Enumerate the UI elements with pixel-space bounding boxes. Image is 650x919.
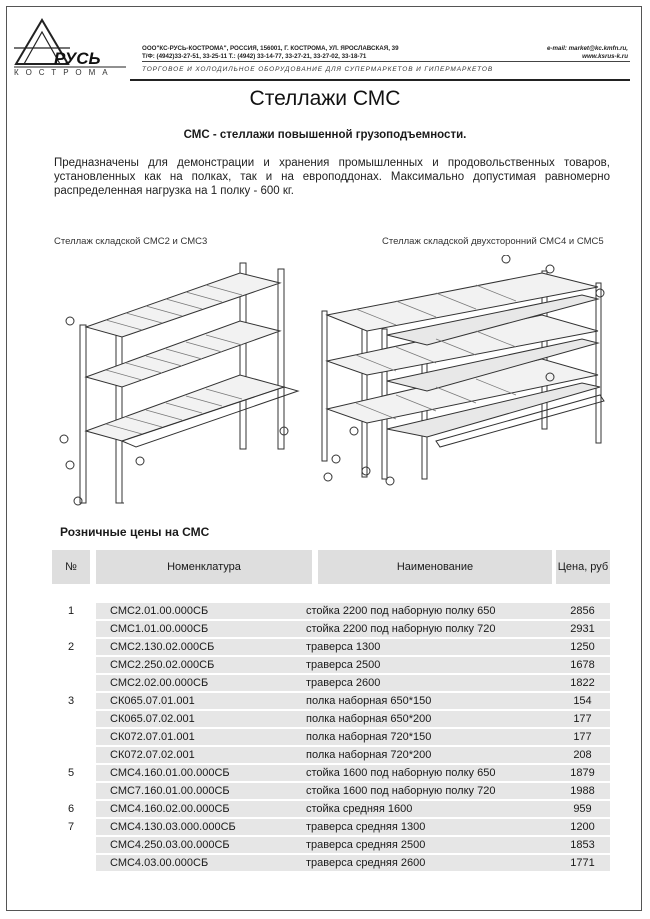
company-phones: Т/Ф: (4942)33-27-51, 33-25-11 Т.: (4942) 33-14-77, 33-27-21, 33-27-02, 33-18-71 (142, 53, 367, 60)
row-price: 1988 (555, 783, 610, 799)
svg-text:РУСЬ: РУСЬ (54, 49, 101, 68)
row-price: 1853 (555, 837, 610, 853)
row-num (52, 621, 90, 637)
row-name: траверса 2500 (298, 657, 560, 673)
price-table-body (52, 602, 610, 872)
row-num (52, 783, 90, 799)
row-name: полка наборная 720*150 (298, 729, 560, 745)
table-row (52, 836, 610, 854)
row-name: траверса 1300 (298, 639, 560, 655)
row-price: 1250 (555, 639, 610, 655)
row-name: траверса средняя 2500 (298, 837, 560, 853)
company-tagline: ТОРГОВОЕ И ХОЛОДИЛЬНОЕ ОБОРУДОВАНИЕ ДЛЯ СУПЕРМАРКЕТОВ И ГИПЕРМАРКЕТОВ (142, 66, 494, 73)
row-name: полка наборная 650*150 (298, 693, 560, 709)
logo-subtitle: КОСТРОМА (14, 68, 115, 77)
row-price: 177 (555, 729, 610, 745)
row-name: траверса средняя 2600 (298, 855, 560, 871)
table-row (52, 746, 610, 764)
row-name: стойка 2200 под наборную полку 650 (298, 603, 560, 619)
row-num: 7 (67, 821, 75, 833)
table-row (52, 764, 610, 782)
header-price: Цена, руб (556, 550, 610, 584)
row-num (52, 657, 90, 673)
row-code: СМС4.250.03.00.000СБ (96, 837, 312, 853)
row-price: 959 (555, 801, 610, 817)
row-code: СМС4.03.00.000СБ (96, 855, 312, 871)
row-price: 1771 (555, 855, 610, 871)
table-row (52, 692, 610, 710)
header-name: Наименование (318, 550, 552, 584)
table-row (52, 710, 610, 728)
row-code: СМС4.160.02.00.000СБ (96, 801, 312, 817)
table-row (52, 782, 610, 800)
row-name: траверса 2600 (298, 675, 560, 691)
row-num (52, 675, 90, 691)
row-num (52, 729, 90, 745)
table-row (52, 602, 610, 620)
table-row (52, 620, 610, 638)
row-price: 154 (555, 693, 610, 709)
price-table-header (52, 550, 610, 584)
row-code: СК065.07.01.001 (96, 693, 312, 709)
rack-drawing-double-sided (316, 255, 612, 487)
row-code: СК065.07.02.001 (96, 711, 312, 727)
page-subtitle: СМС - стеллажи повышенной грузоподъемности. (183, 129, 467, 141)
prices-section-title: Розничные цены на СМС (60, 525, 210, 539)
header-num: № (52, 550, 90, 584)
row-num (52, 837, 90, 853)
row-name: стойка 1600 под наборную полку 720 (298, 783, 560, 799)
table-row (52, 674, 610, 692)
table-row (52, 818, 610, 836)
row-code: СМС4.130.03.000.000СБ (96, 819, 312, 835)
row-price: 2856 (555, 603, 610, 619)
row-price: 1678 (555, 657, 610, 673)
product-description: Предназначены для демонстрации и хранения промышленных и продовольственных товаров, установленных как на полках, так и на европоддонах. Максимально допустимая равномерно распределенная нагрузка на 1 полку - 600 кг. (54, 157, 610, 197)
row-code: СМС4.160.01.00.000СБ (96, 765, 312, 781)
row-name: стойка 2200 под наборную полку 720 (298, 621, 560, 637)
row-code: СМС2.02.00.000СБ (96, 675, 312, 691)
row-name: полка наборная 720*200 (298, 747, 560, 763)
row-price: 208 (555, 747, 610, 763)
drawing-caption-right: Стеллаж складской двухсторонний СМС4 и СМС5 (382, 236, 604, 247)
row-price: 177 (555, 711, 610, 727)
table-row (52, 656, 610, 674)
table-row (52, 728, 610, 746)
page-title: Стеллажи СМС (249, 87, 401, 110)
row-name: стойка средняя 1600 (298, 801, 560, 817)
header-divider (142, 61, 630, 62)
row-num (52, 711, 90, 727)
row-price: 1879 (555, 765, 610, 781)
company-email[interactable]: e-mail: market@kc.kmfn.ru, (547, 45, 628, 52)
row-price: 2931 (555, 621, 610, 637)
header-bottom-rule (130, 79, 630, 81)
price-table (52, 550, 610, 869)
row-code: СМС2.130.02.000СБ (96, 639, 312, 655)
rack-drawing-single-sided (52, 255, 304, 513)
row-code: СМС7.160.01.00.000СБ (96, 783, 312, 799)
company-address: ООО"КС-РУСЬ-КОСТРОМА", РОССИЯ, 156001, Г. КОСТРОМА, УЛ. ЯРОСЛАВСКАЯ, 39 (142, 45, 399, 52)
row-num (52, 747, 90, 763)
row-name: траверса средняя 1300 (298, 819, 560, 835)
row-num: 6 (67, 803, 75, 815)
header-code: Номенклатура (96, 550, 312, 584)
table-row (52, 854, 610, 872)
company-website[interactable]: www.ksrus-k.ru (582, 53, 628, 60)
row-code: СК072.07.02.001 (96, 747, 312, 763)
row-name: полка наборная 650*200 (298, 711, 560, 727)
row-num: 1 (67, 605, 75, 617)
row-code: СМС2.250.02.000СБ (96, 657, 312, 673)
row-name: стойка 1600 под наборную полку 650 (298, 765, 560, 781)
row-price: 1200 (555, 819, 610, 835)
row-code: СМС1.01.00.000СБ (96, 621, 312, 637)
row-num: 2 (67, 641, 75, 653)
row-num: 5 (67, 767, 75, 779)
table-row (52, 800, 610, 818)
row-price: 1822 (555, 675, 610, 691)
row-code: СК072.07.01.001 (96, 729, 312, 745)
row-code: СМС2.01.00.000СБ (96, 603, 312, 619)
table-row (52, 638, 610, 656)
drawing-caption-left: Стеллаж складской СМС2 и СМС3 (54, 236, 208, 247)
row-num (52, 855, 90, 871)
row-num: 3 (67, 695, 75, 707)
